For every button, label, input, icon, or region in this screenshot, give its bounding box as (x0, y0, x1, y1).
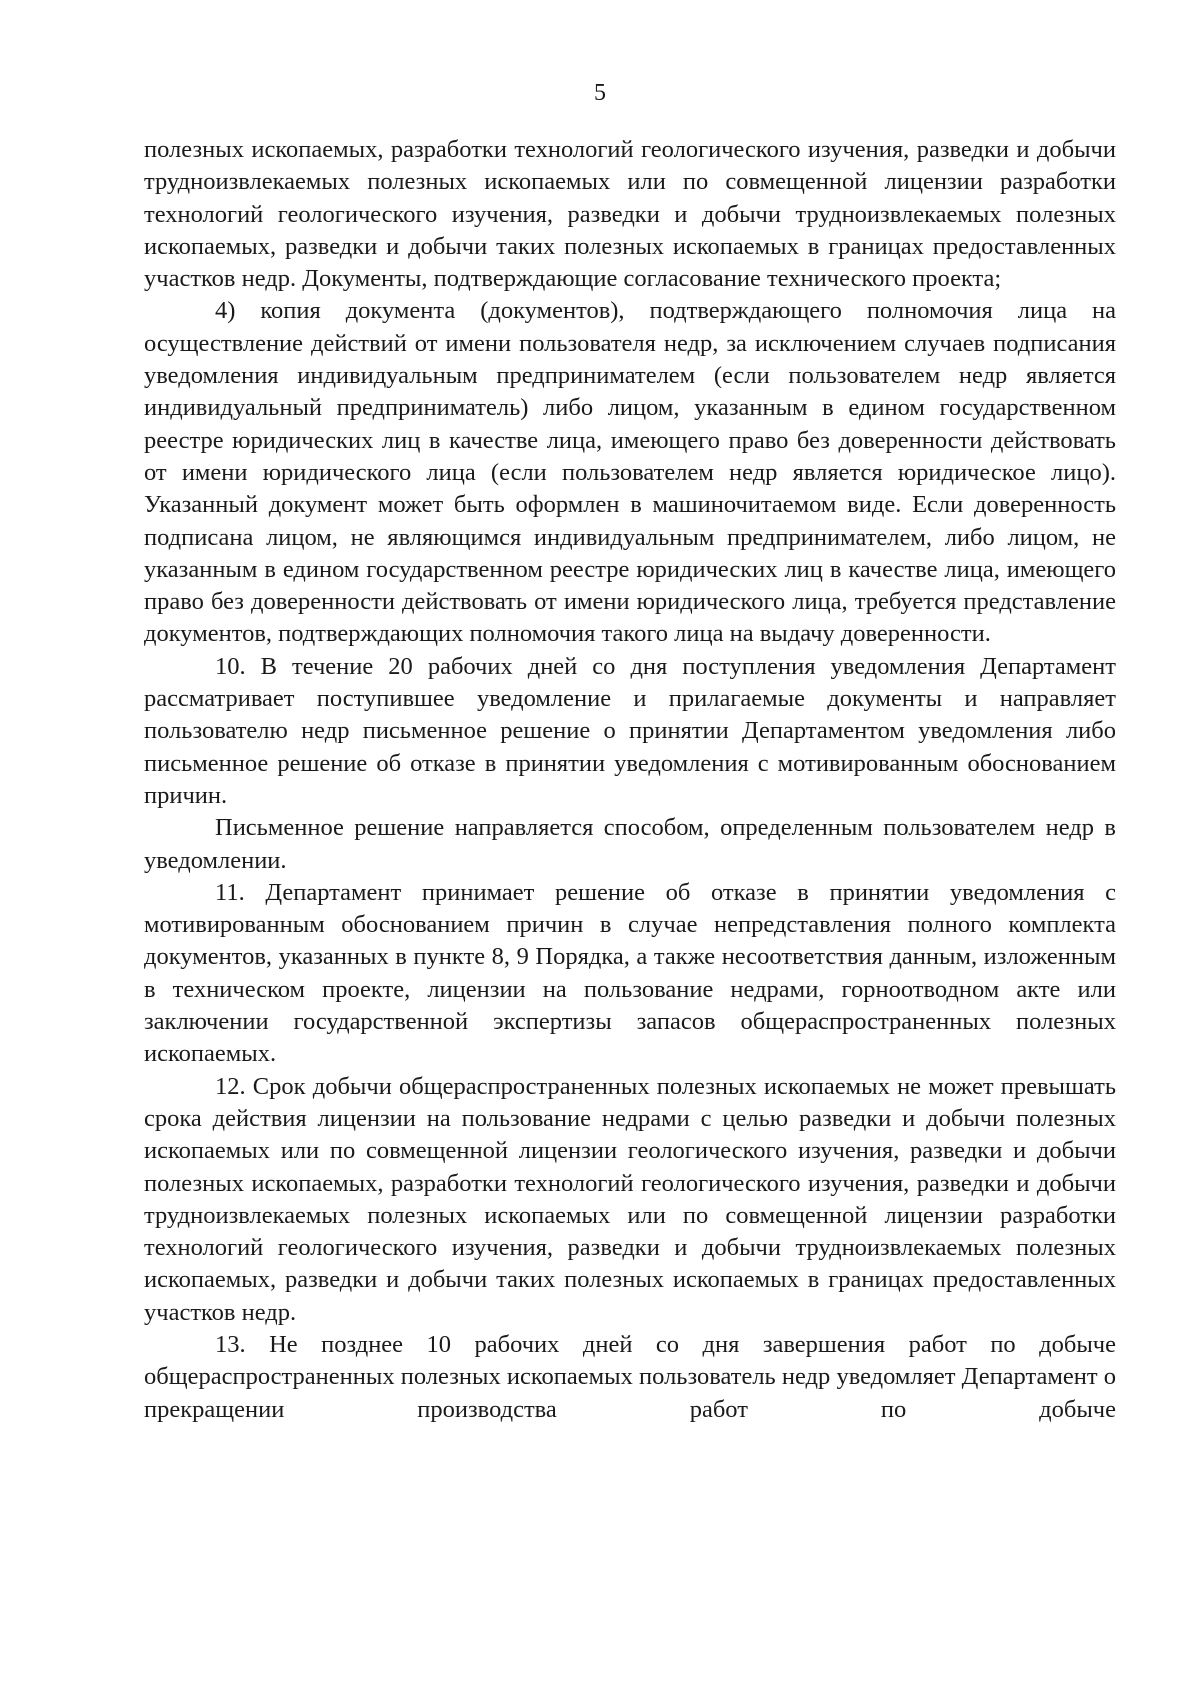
paragraph-continuation: полезных ископаемых, разработки технологий геологического изучения, разведки и добычи трудноизвлекаемых полезных ископаемых или по совмещенной лицензии разработки технологий геологического изучения, разведки и добычи трудноизвлекаемых полезных ископаемых, разведки и добычи таких полезных ископаемых в границах предоставленных участков недр. Документы, подтверждающие согласование технического проекта; (144, 136, 1116, 293)
paragraph-written-decision: Письменное решение направляется способом, определенным пользователем недр в уведомлении. (144, 814, 1116, 874)
paragraph-clause-10: 10. В течение 20 рабочих дней со дня поступления уведомления Департамент рассматривает поступившее уведомление и прилагаемые документы и направляет пользователю недр письменное решение о принятии Департаментом уведомления либо письменное решение об отказе в принятии уведомления с мотивированным обоснованием причин. (144, 652, 1116, 809)
paragraph-clause-12: 12. Срок добычи общераспространенных полезных ископаемых не может превышать срока действия лицензии на пользование недрами с целью разведки и добычи полезных ископаемых или по совмещенной лицензии геологического изучения, разведки и добычи полезных ископаемых, разработки технологий геологического изучения, разведки и добычи трудноизвлекаемых полезных ископаемых или по совмещенной лицензии разработки технологий геологического изучения, разведки и добычи трудноизвлекаемых полезных ископаемых, разведки и добычи таких полезных ископаемых в границах предоставленных участков недр. (144, 1072, 1116, 1326)
paragraph-item-4: 4) копия документа (документов), подтверждающего полномочия лица на осуществление действий от имени пользователя недр, за исключением случаев подписания уведомления индивидуальным предпринимателем (если пользователем недр является индивидуальный предприниматель) либо лицом, указанным в едином государственном реестре юридических лиц в качестве лица, имеющего право без доверенности действовать от имени юридического лица (если пользователем недр является юридическое лицо). Указанный документ может быть оформлен в машиночитаемом виде. Если доверенность подписана лицом, не являющимся индивидуальным предпринимателем, либо лицом, не указанным в едином государственном реестре юридических лиц в качестве лица, имеющего право без доверенности действовать от имени юридического лица, требуется представление документов, подтверждающих полномочия такого лица на выдачу доверенности. (144, 297, 1116, 648)
page-number: 5 (594, 80, 606, 106)
paragraph-clause-11: 11. Департамент принимает решение об отказе в принятии уведомления с мотивированным обоснованием причин в случае непредставления полного комплекта документов, указанных в пункте 8, 9 Порядка, а также несоответствия данным, изложенным в техническом проекте, лицензии на пользование недрами, горноотводном акте или заключении государственной экспертизы запасов общераспространенных полезных ископаемых. (144, 878, 1116, 1068)
document-body (144, 134, 1116, 1426)
paragraph-clause-13: 13. Не позднее 10 рабочих дней со дня завершения работ по добыче общераспространенных полезных ископаемых пользователь недр уведомляет Департамент о прекращении производства работ по добыче (144, 1330, 1116, 1423)
